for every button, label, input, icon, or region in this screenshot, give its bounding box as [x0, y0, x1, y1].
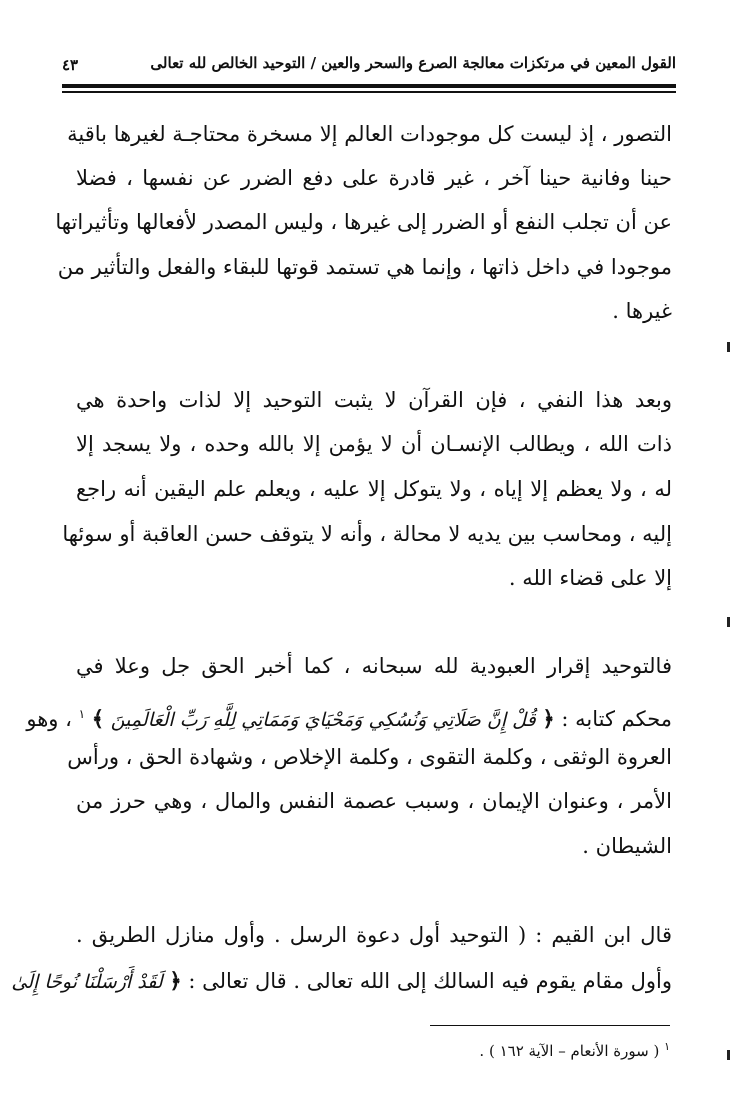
quran-verse: قُلْ إِنَّ صَلَاتِي وَنُسُكِي وَمَحْيَايَ وَمَمَاتِي لِلَّهِ رَبِّ الْعَالَمِينَ: [110, 709, 536, 731]
footnote: [380, 1040, 670, 1060]
paragraph4-text: وأول مقام يقوم فيه السالك إلى الله تعالى . قال تعالى :: [188, 969, 672, 993]
footnote-marker: ١: [78, 707, 86, 721]
paragraph1-line: التصور ، إذ ليست كل موجودات العالم إلا مسخرة محتاجـة لغيرها باقية: [67, 122, 672, 146]
header-rule-thin: [62, 91, 676, 93]
header-rule-thick: [62, 84, 676, 88]
quran-open-bracket: ﴿: [542, 706, 555, 731]
paragraph2-line: له ، ولا يعظم إلا إياه ، ولا يتوكل إلا عليه ، ويعلم علم اليقين أنه راجع: [76, 477, 672, 501]
running-title: القول المعين في مرتكزات معالجة الصرع والسحر والعين / التوحيد الخالص لله تعالى: [150, 54, 676, 72]
paragraph2-line: وبعد هذا النفي ، فإن القرآن لا يثبت التوحيد إلا لذات واحدة هي: [76, 388, 672, 412]
paragraph2-line: إلا على قضاء الله .: [508, 566, 672, 590]
footnote-text: ( سورة الأنعام – الآية ١٦٢ ) .: [479, 1042, 660, 1060]
paragraph4-verse-line: [11, 967, 672, 996]
footnote-rule: [430, 1025, 670, 1026]
paragraph2-line: ذات الله ، ويطالب الإنسـان أن لا يؤمن إلا بالله وحده ، ولا يسجد إلا: [76, 432, 672, 456]
paragraph1-line: حينا وفانية حينا آخر ، غير قادرة على دفع الضرر عن نفسها ، فضلا: [76, 166, 672, 190]
paragraph3-line: العروة الوثقى ، وكلمة التقوى ، وكلمة الإخلاص ، وشهادة الحق ، ورأس: [67, 745, 672, 769]
paragraph1-line: موجودا في داخل ذاتها ، وإنما هي تستمد قوتها للبقاء والفعل والتأثير من: [57, 255, 672, 279]
page-number: ٤٣: [62, 56, 79, 74]
quran-open-bracket: ﴿: [169, 968, 182, 993]
verse-intro: محكم كتابه :: [561, 707, 672, 731]
quran-verse-start: لَقَدْ أَرْسَلْنَا نُوحًا إِلَىٰ: [11, 971, 163, 993]
scan-mark: [727, 617, 730, 627]
paragraph2-line: إليه ، ومحاسب بين يديه لا محالة ، وأنه لا يتوقف حسن العاقبة أو سوئها: [62, 522, 672, 546]
scan-mark: [727, 342, 730, 352]
paragraph3-line: فالتوحيد إقرار العبودية لله سبحانه ، كما أخبر الحق جل وعلا في: [76, 654, 672, 678]
paragraph3-verse-line: [26, 700, 672, 734]
paragraph4-line: قال ابن القيم : ( التوحيد أول دعوة الرسل . وأول منازل الطريق .: [76, 923, 672, 947]
verse-outro: ، وهو: [26, 707, 72, 731]
paragraph3-line: الأمر ، وعنوان الإيمان ، وسبب عصمة النفس والمال ، وهي حرز من: [76, 789, 672, 813]
quran-close-bracket: ﴾: [91, 706, 105, 731]
page-header: [62, 50, 676, 80]
paragraph1-line: غيرها .: [612, 299, 672, 323]
paragraph3-line: الشيطان .: [582, 834, 672, 858]
scan-mark: [727, 1050, 730, 1060]
paragraph1-line: عن أن تجلب النفع أو الضرر إلى غيرها ، وليس المصدر لأفعالها وتأثيراتها: [55, 210, 672, 234]
footnote-number: ١: [664, 1040, 670, 1053]
